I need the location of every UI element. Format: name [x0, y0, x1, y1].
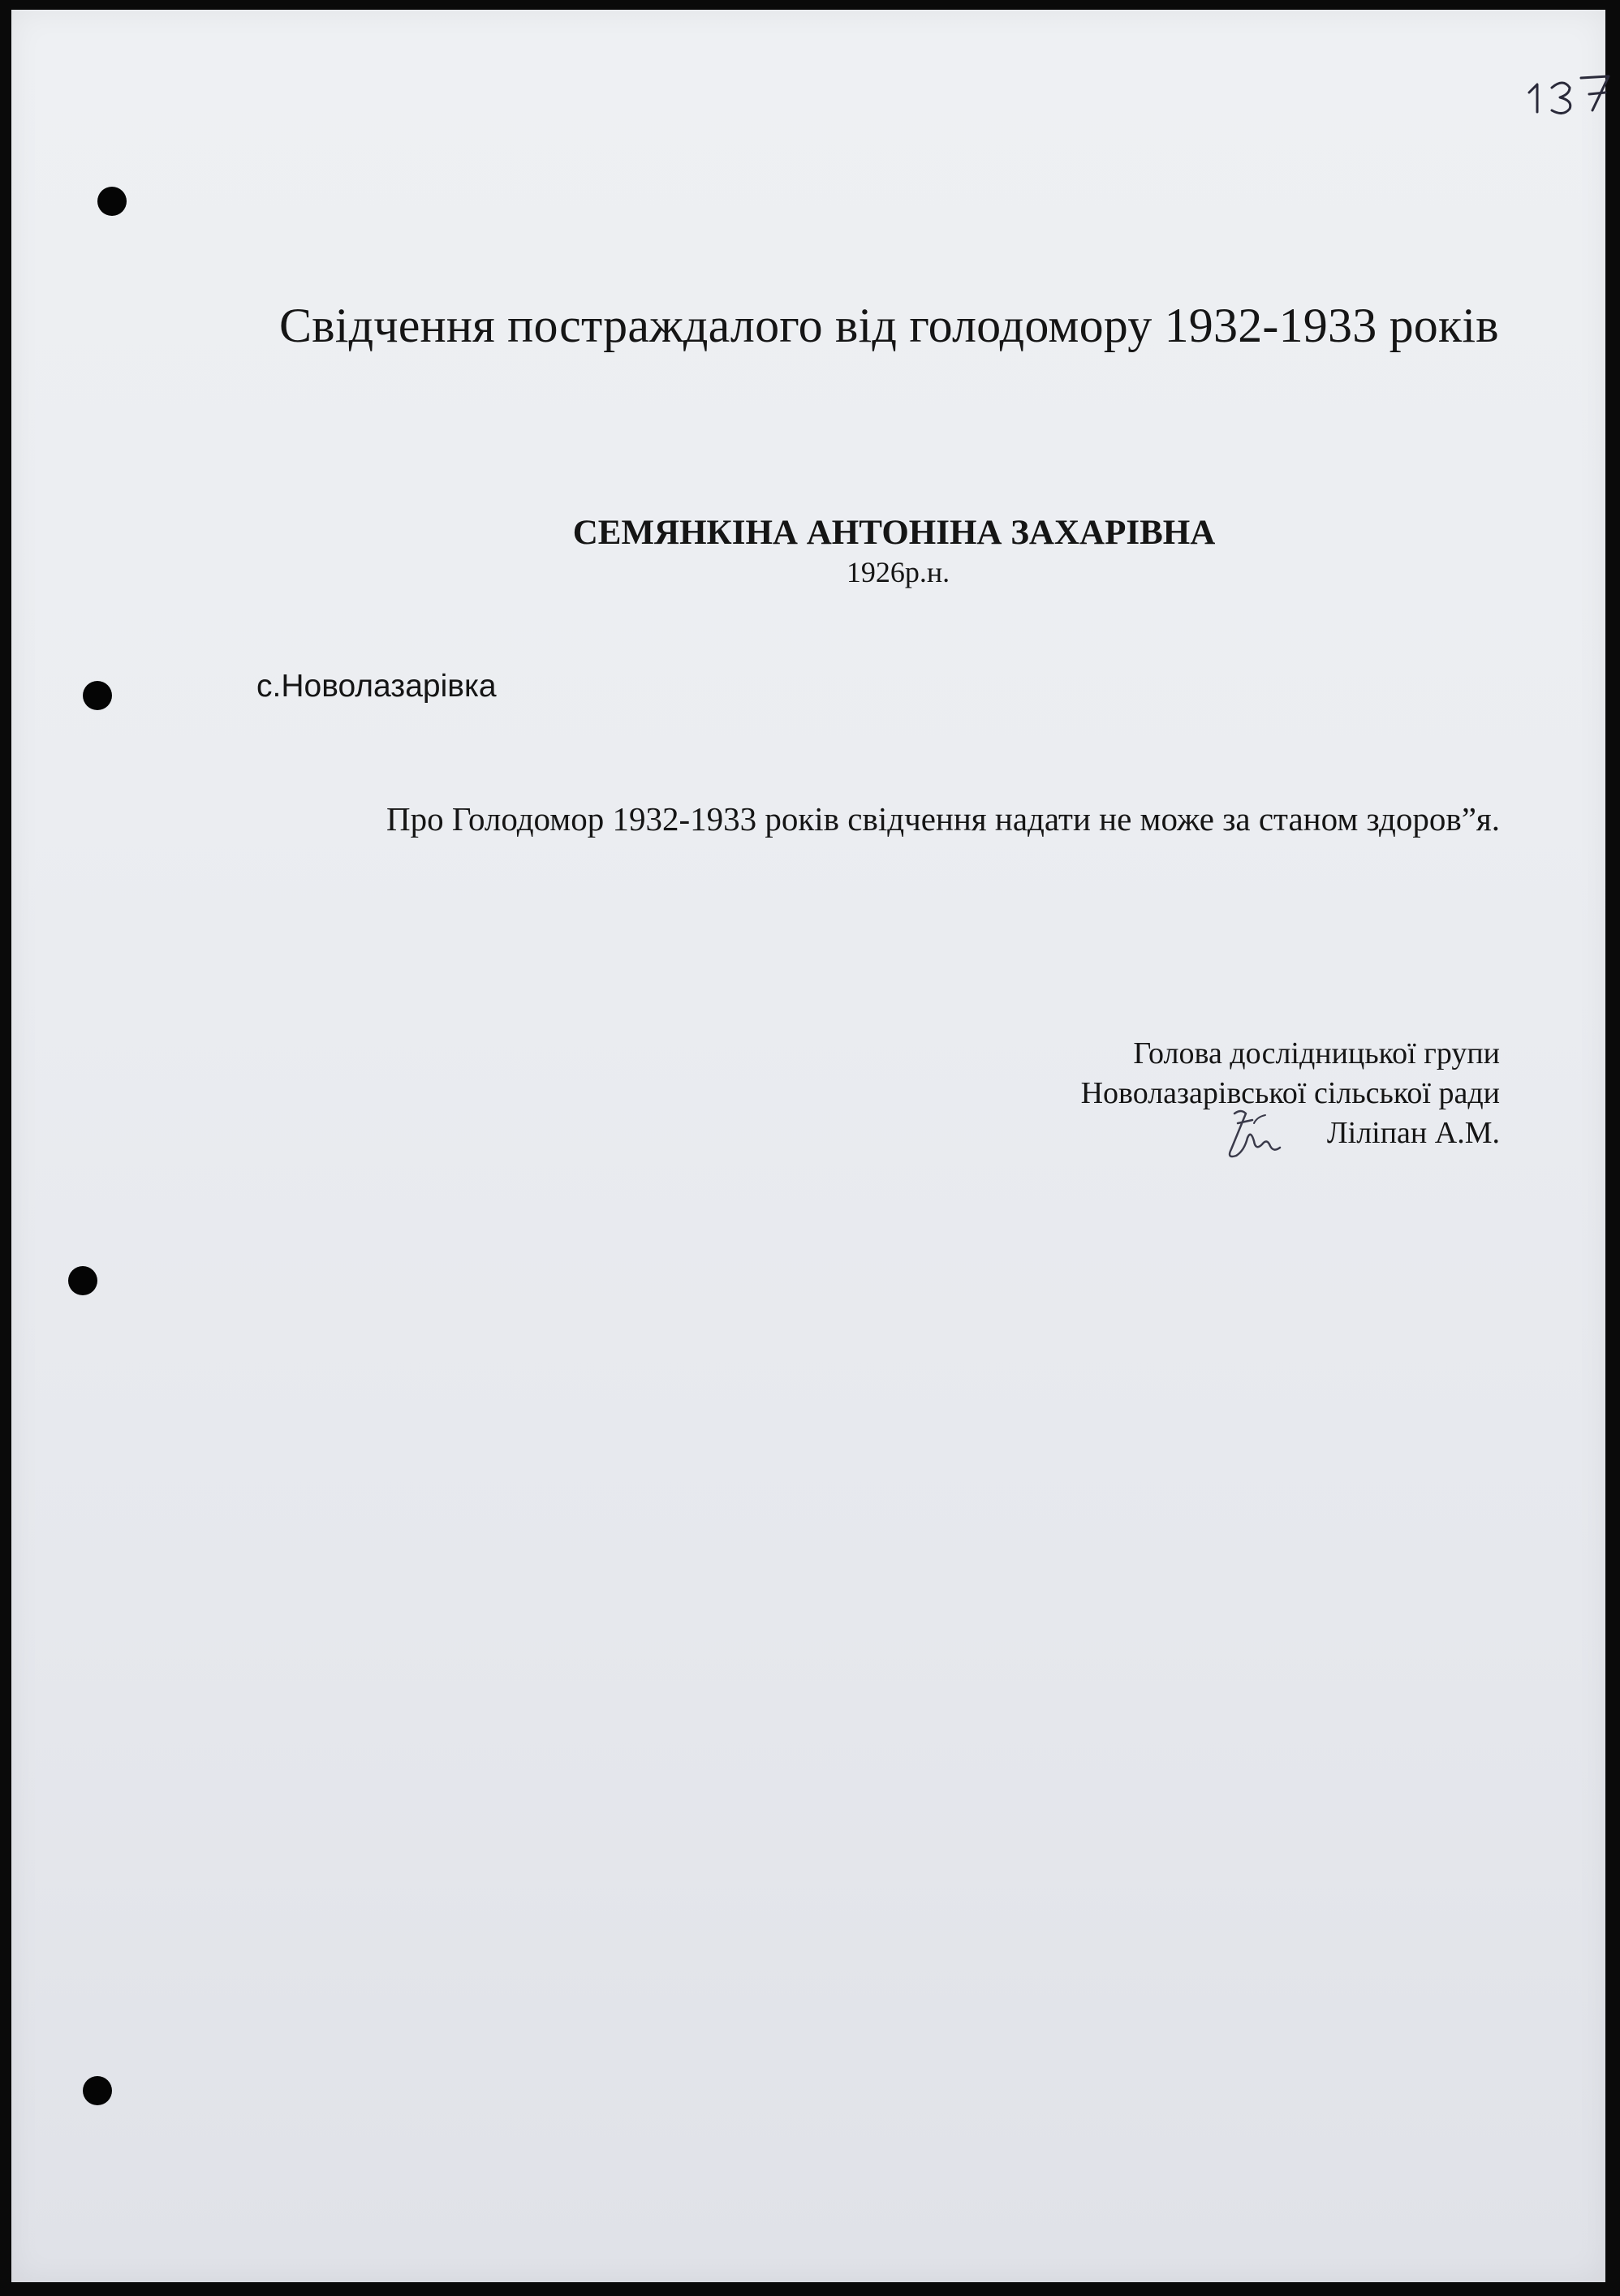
signatory-name: Ліліпан А.М.: [1326, 1116, 1500, 1150]
document-title: Свідчення постраждалого від голодомору 1932-1933 років: [279, 299, 1499, 352]
document-page: [11, 10, 1605, 2282]
signatory-council: Новолазарівської сільської ради: [1080, 1076, 1500, 1110]
punch-hole-1: [97, 187, 127, 216]
punch-hole-2: [83, 681, 112, 710]
signature-block: [1081, 1034, 1500, 1153]
signatory-position: Голова дослідницької групи: [1133, 1036, 1500, 1070]
punch-hole-4: [83, 2076, 112, 2105]
birth-year: 1926р.н.: [846, 556, 950, 588]
handwritten-page-number: [1521, 60, 1618, 117]
village-name: с.Новолазарівка: [256, 669, 497, 704]
witness-name: СЕМЯНКІНА АНТОНІНА ЗАХАРІВНА: [572, 514, 1216, 552]
punch-hole-3: [68, 1266, 97, 1295]
handwritten-signature: [1217, 1105, 1290, 1170]
testimony-text: Про Голодомор 1932-1933 років свідчення надати не може за станом здоров”я.: [386, 800, 1500, 838]
